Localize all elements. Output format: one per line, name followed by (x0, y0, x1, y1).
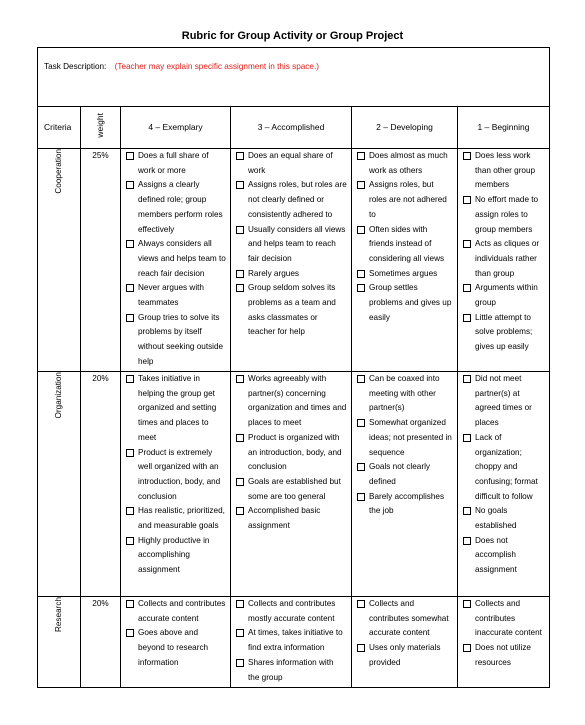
checkbox-icon[interactable] (236, 284, 244, 292)
list-item (462, 149, 545, 193)
checkbox-icon[interactable] (463, 284, 471, 292)
rubric-table (37, 47, 550, 688)
list-item (462, 281, 545, 310)
list-item (235, 178, 347, 222)
criteria-list (121, 372, 230, 578)
rubric-cell-level-2 (352, 597, 458, 688)
list-item (356, 460, 453, 489)
checkbox-icon[interactable] (236, 181, 244, 189)
level-header-2: 2 – Developing (352, 107, 458, 149)
rubric-cell-level-1 (458, 149, 550, 372)
checkbox-icon[interactable] (236, 270, 244, 278)
list-item (462, 193, 545, 237)
list-item-text: Barely accomplishes the job (369, 491, 445, 516)
list-item-text: Goes above and beyond to research information (138, 628, 209, 667)
rubric-cell-level-2 (352, 149, 458, 372)
checkbox-icon[interactable] (357, 493, 365, 501)
list-item (125, 149, 226, 178)
checkbox-icon[interactable] (236, 629, 244, 637)
list-item-text: Did not meet partner(s) at agreed times or places (475, 374, 532, 428)
criteria-list (458, 372, 549, 578)
criteria-row-organization (38, 372, 550, 597)
list-item-text: At times, takes initiative to find extra information (248, 628, 343, 653)
list-item (356, 149, 453, 178)
list-item-text: Group settles problems and gives up easily (369, 283, 452, 322)
list-item-text: Shares information with the group (248, 657, 334, 682)
checkbox-icon[interactable] (126, 537, 134, 545)
list-item-text: Acts as cliques or individuals rather than group (475, 239, 540, 278)
list-item-text: Always considers all views and helps team to reach fair decision (138, 239, 226, 278)
list-item (356, 490, 453, 519)
list-item-text: Usually considers all views and helps team to reach fair decision (248, 224, 346, 263)
criteria-label: Research (53, 597, 63, 633)
checkbox-icon[interactable] (126, 314, 134, 322)
checkbox-icon[interactable] (126, 449, 134, 457)
criteria-cell (38, 372, 81, 597)
page-title: Rubric for Group Activity or Group Project (181, 30, 404, 42)
checkbox-icon[interactable] (236, 226, 244, 234)
checkbox-icon[interactable] (357, 463, 365, 471)
list-item (235, 223, 347, 267)
list-item (125, 178, 226, 237)
rubric-cell-level-2 (352, 372, 458, 597)
checkbox-icon[interactable] (463, 507, 471, 515)
list-item-text: Often sides with friends instead of considering all views (369, 224, 445, 263)
list-item (235, 475, 347, 504)
list-item-text: Goals not clearly defined (369, 462, 430, 486)
criteria-list (121, 597, 230, 671)
list-item (125, 534, 226, 578)
list-item (125, 446, 226, 505)
criteria-row-research (38, 597, 550, 688)
list-item (235, 149, 347, 178)
list-item-text: Group tries to solve its problems by itself without seeking outside help (138, 312, 224, 366)
checkbox-icon[interactable] (236, 434, 244, 442)
checkbox-icon[interactable] (357, 284, 365, 292)
criteria-header: Criteria (38, 107, 81, 149)
list-item (235, 431, 347, 475)
checkbox-icon[interactable] (357, 375, 365, 383)
list-item-text: No effort made to assign roles to group members (475, 195, 539, 234)
list-item (235, 281, 347, 340)
list-item (462, 641, 545, 670)
list-item (125, 237, 226, 281)
checkbox-icon[interactable] (126, 375, 134, 383)
list-item-text: Has realistic, prioritized, and measurable goals (138, 506, 225, 531)
weight-value: 25% (81, 149, 121, 372)
list-item (356, 597, 453, 641)
list-item (125, 372, 226, 446)
weight-value: 20% (81, 372, 121, 597)
level-header-3: 3 – Accomplished (231, 107, 352, 149)
weight-header-cell (81, 107, 121, 149)
list-item-text: Does less work than other group members (475, 151, 536, 190)
criteria-cell (38, 597, 81, 688)
list-item-text: Collects and contributes inaccurate content (475, 599, 542, 638)
rubric-cell-level-3 (231, 597, 352, 688)
checkbox-icon[interactable] (236, 600, 244, 608)
list-item-text: Does a full share of work or more (138, 151, 209, 175)
list-item-text: Does an equal share of work (248, 151, 333, 175)
list-item (462, 431, 545, 505)
list-item-text: No goals established (475, 506, 517, 531)
checkbox-icon[interactable] (236, 375, 244, 383)
list-item-text: Collects and contributes somewhat accurate content (369, 599, 449, 638)
checkbox-icon[interactable] (463, 152, 471, 160)
weight-header: weight (95, 112, 106, 138)
list-item-text: Collects and contributes mostly accurate content (248, 599, 336, 623)
list-item-text: Lack of organization; choppy and confusing; format difficult to follow (475, 432, 538, 501)
list-item-text: Accomplished basic assignment (248, 506, 321, 531)
criteria-list (458, 149, 549, 355)
criteria-list (352, 149, 457, 325)
rubric-cell-level-4 (121, 149, 231, 372)
checkbox-icon[interactable] (357, 600, 365, 608)
checkbox-icon[interactable] (236, 659, 244, 667)
criteria-list (458, 597, 549, 671)
list-item (462, 597, 545, 641)
checkbox-icon[interactable] (463, 240, 471, 248)
level-header-1: 1 – Beginning (458, 107, 550, 149)
rubric-cell-level-1 (458, 372, 550, 597)
checkbox-icon[interactable] (357, 270, 365, 278)
checkbox-icon[interactable] (357, 181, 365, 189)
checkbox-icon[interactable] (126, 629, 134, 637)
checkbox-icon[interactable] (463, 314, 471, 322)
rubric-cell-level-4 (121, 597, 231, 688)
list-item (235, 267, 347, 282)
list-item-text: Somewhat organized ideas; not presented in sequence (369, 418, 452, 457)
list-item (356, 372, 453, 416)
list-item (125, 311, 226, 370)
list-item (356, 641, 453, 670)
list-item (125, 626, 226, 670)
rubric-cell-level-3 (231, 149, 352, 372)
list-item (356, 178, 453, 222)
checkbox-icon[interactable] (126, 284, 134, 292)
checkbox-icon[interactable] (463, 375, 471, 383)
list-item (462, 534, 545, 578)
list-item (462, 237, 545, 281)
list-item (125, 281, 226, 310)
list-item (235, 626, 347, 655)
list-item (462, 311, 545, 355)
task-description-cell (38, 48, 550, 107)
checkbox-icon[interactable] (236, 152, 244, 160)
list-item-text: Assigns roles, but roles are not adhered to (369, 180, 447, 219)
criteria-row-cooperation (38, 149, 550, 372)
criteria-cell (38, 149, 81, 372)
checkbox-icon[interactable] (126, 240, 134, 248)
checkbox-icon[interactable] (236, 478, 244, 486)
checkbox-icon[interactable] (126, 507, 134, 515)
list-item (356, 281, 453, 325)
criteria-list (231, 372, 351, 534)
list-item-text: Product is organized with an introduction, body, and conclusion (248, 432, 342, 472)
list-item-text: Goals are established but some are too general (248, 476, 341, 501)
checkbox-icon[interactable] (463, 434, 471, 442)
rubric-cell-level-3 (231, 372, 352, 597)
checkbox-icon[interactable] (357, 152, 365, 160)
list-item-text: Collects and contributes accurate content (138, 599, 226, 623)
list-item-text: Little attempt to solve problems; gives up easily (475, 312, 533, 352)
criteria-list (121, 149, 230, 370)
list-item-text: Assigns roles, but roles are not clearly defined or consistently adhered to (248, 180, 347, 219)
criteria-list (352, 597, 457, 671)
criteria-list (231, 149, 351, 340)
task-description-note: (Teacher may explain specific assignment in this space.) (114, 62, 319, 71)
list-item (462, 504, 545, 533)
list-item-text: Assigns a clearly defined role; group members perform roles effectively (138, 180, 223, 234)
level-header-4: 4 – Exemplary (121, 107, 231, 149)
checkbox-icon[interactable] (126, 181, 134, 189)
criteria-list (231, 597, 351, 685)
list-item (235, 372, 347, 431)
list-item (235, 656, 347, 685)
criteria-list (352, 372, 457, 519)
list-item-text: Never argues with teammates (138, 283, 204, 308)
list-item-text: Rarely argues (248, 268, 299, 278)
list-item-text: Does almost as much work as others (369, 151, 448, 175)
rubric-cell-level-4 (121, 372, 231, 597)
list-item-text: Does not utilize resources (475, 643, 531, 667)
list-item-text: Arguments within group (475, 283, 538, 308)
criteria-label: Organization (53, 372, 63, 419)
list-item-text: Works agreeably with partner(s) concerning organization and times and places to meet (248, 374, 347, 428)
checkbox-icon[interactable] (463, 537, 471, 545)
checkbox-icon[interactable] (463, 600, 471, 608)
list-item (235, 597, 347, 626)
checkbox-icon[interactable] (463, 196, 471, 204)
task-description-label: Task Description: (44, 62, 107, 71)
checkbox-icon[interactable] (357, 644, 365, 652)
checkbox-icon[interactable] (463, 644, 471, 652)
checkbox-icon[interactable] (357, 226, 365, 234)
header-row (38, 107, 550, 149)
weight-value: 20% (81, 597, 121, 688)
checkbox-icon[interactable] (126, 152, 134, 160)
list-item-text: Does not accomplish assignment (475, 535, 517, 575)
list-item-text: Sometimes argues (369, 268, 438, 278)
list-item (125, 504, 226, 533)
criteria-label: Cooperation (53, 149, 63, 194)
checkbox-icon[interactable] (236, 507, 244, 515)
list-item (125, 597, 226, 626)
list-item-text: Group seldom solves its problems as a team and asks classmates or teacher for help (248, 283, 336, 337)
checkbox-icon[interactable] (126, 600, 134, 608)
list-item (356, 267, 453, 282)
list-item (462, 372, 545, 431)
list-item-text: Product is extremely well organized with an introduction, body, and conclusion (138, 447, 221, 501)
list-item (235, 504, 347, 533)
list-item-text: Can be coaxed into meeting with other partner(s) (369, 374, 440, 413)
checkbox-icon[interactable] (357, 419, 365, 427)
list-item-text: Uses only materials provided (369, 643, 441, 667)
list-item (356, 416, 453, 460)
rubric-cell-level-1 (458, 597, 550, 688)
list-item-text: Takes initiative in helping the group get organized and setting times and places to meet (138, 374, 217, 442)
list-item-text: Highly productive in accomplishing assignment (138, 535, 210, 575)
list-item (356, 223, 453, 267)
